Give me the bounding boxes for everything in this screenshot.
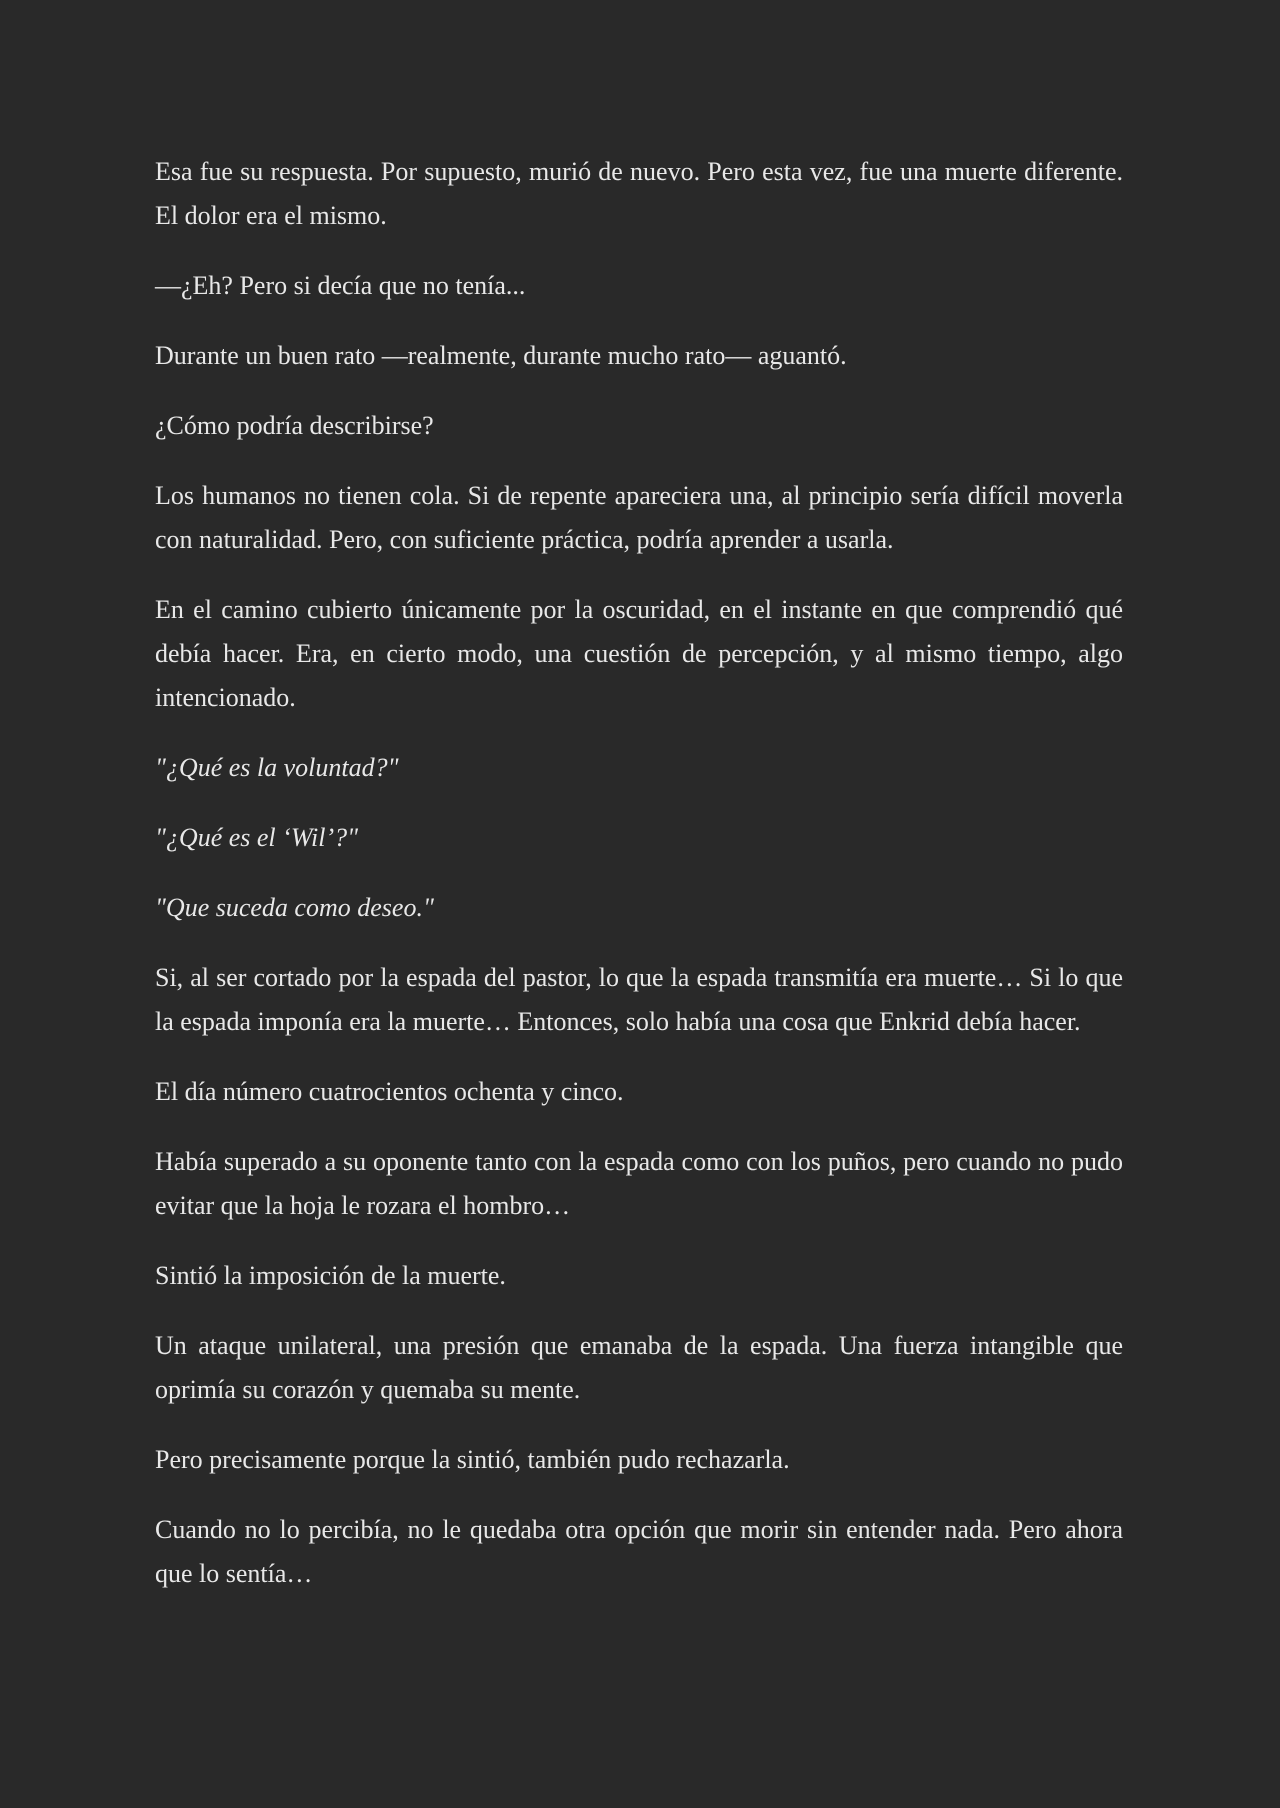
italic-quote: "¿Qué es la voluntad?": [155, 753, 399, 782]
paragraph: Había superado a su oponente tanto con la espada como con los puños, pero cuando no pudo evitar que la hoja le rozara el hombro…: [155, 1147, 1123, 1220]
paragraph: ¿Cómo podría describirse?: [155, 411, 434, 440]
paragraph: Esa fue su respuesta. Por supuesto, murió de nuevo. Pero esta vez, fue una muerte diferente. El dolor era el mismo.: [155, 157, 1123, 230]
paragraph: Cuando no lo percibía, no le quedaba otra opción que morir sin entender nada. Pero ahora que lo sentía…: [155, 1515, 1123, 1588]
paragraph: Sintió la imposición de la muerte.: [155, 1261, 506, 1290]
reader-content: [155, 150, 1123, 1622]
paragraph: Si, al ser cortado por la espada del pastor, lo que la espada transmitía era muerte… Si lo que la espada imponía era la muerte… Entonces, solo había una cosa que Enkrid debía hacer.: [155, 963, 1123, 1036]
paragraph: Pero precisamente porque la sintió, también pudo rechazarla.: [155, 1445, 790, 1474]
italic-quote: "¿Qué es el ‘Wil’?": [155, 823, 359, 852]
paragraph: Un ataque unilateral, una presión que emanaba de la espada. Una fuerza intangible que oprimía su corazón y quemaba su mente.: [155, 1331, 1123, 1404]
paragraph: En el camino cubierto únicamente por la oscuridad, en el instante en que comprendió qué debía hacer. Era, en cierto modo, una cuestión de percepción, y al mismo tiempo, algo intencionado.: [155, 595, 1123, 712]
italic-quote: "Que suceda como deseo.": [155, 893, 434, 922]
paragraph: —¿Eh? Pero si decía que no tenía...: [155, 271, 526, 300]
paragraph: El día número cuatrocientos ochenta y cinco.: [155, 1077, 624, 1106]
paragraph: Durante un buen rato —realmente, durante mucho rato— aguantó.: [155, 341, 847, 370]
paragraph: Los humanos no tienen cola. Si de repente apareciera una, al principio sería difícil moverla con naturalidad. Pero, con suficiente práctica, podría aprender a usarla.: [155, 481, 1123, 554]
